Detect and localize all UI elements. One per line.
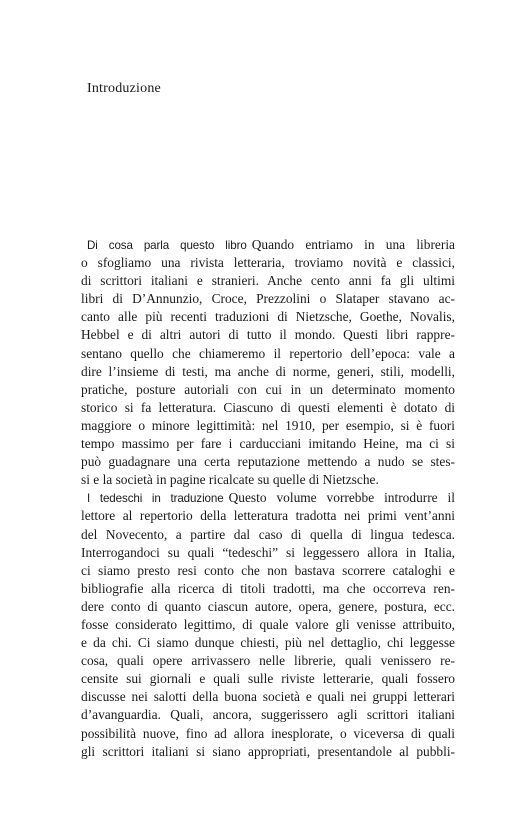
text-line: lettore al repertorio della letteratura tradotta nei primi vent’anni [81,508,455,524]
text-line: dere conto di quanto ciascun autore, opera, genere, postura, ecc. [81,598,455,614]
text-line: si e la società in pagine ricalcate su quelle di Nietzsche. [81,472,379,488]
run-in-heading: I tedeschi in traduzione [87,492,224,506]
text-line: può guadagnare una certa reputazione mettendo a nudo se stes- [81,454,455,470]
text-line: pratiche, posture autoriali con cui in un determinato momento [81,381,455,397]
text-line: libri di D’Annunzio, Croce, Prezzolini o Slataper stavano ac- [81,291,455,307]
text-line: fosse considerato legittimo, di quale valore gli venisse attribuito, [81,616,455,632]
paragraph-first-line [81,489,455,507]
text-line: d’avanguardia. Quali, ancora, suggerissero agli scrittori italiani [81,707,455,723]
text-line: storico si fa letteratura. Ciascuno di questi elementi è dotato di [81,399,455,415]
text-line: gli scrittori italiani si siano appropriati, presentandole al pubbli- [81,743,455,759]
text-line: o sfogliamo una rivista letteraria, troviamo novità e classici, [81,255,455,271]
text-line: e da chi. Ci siamo dunque chiesti, più nel dettaglio, chi leggesse [81,635,455,651]
text-line: maggiore o minore legittimità: nel 1910, per esempio, si è fuori [81,417,455,433]
body-text [81,236,455,761]
text-line: di scrittori italiani e stranieri. Anche cento anni fa gli ultimi [81,273,455,289]
text-line: Interrogandoci su quali “tedeschi” si leggessero allora in Italia, [81,544,455,560]
paragraph-first-line [81,236,455,254]
text-line: Quando entriamo in una libreria [251,237,455,252]
text-line: del Novecento, a partire dal caso di quella di lingua tedesca. [81,526,455,542]
text-line: ci siamo presto resi conto che non bastava scorrere cataloghi e [81,562,455,578]
chapter-title: Introduzione [87,81,161,96]
paragraph-2 [81,489,455,760]
run-in-heading: Di cosa parla questo libro [87,239,247,252]
text-line: dire l’insieme di testi, ma anche di norme, generi, stili, modelli, [81,363,455,379]
text-line: tempo massimo per fare i carducciani imitando Heine, ma ci si [81,436,455,452]
text-line: Hebbel e di altri autori di tutto il mondo. Questi libri rappre- [81,327,455,343]
text-line: censite sui giornali e quali sulle riviste letterarie, quali fossero [81,671,455,687]
text-line: discusse nei salotti della buona società e quali nei gruppi letterari [81,689,455,705]
text-line: Questo volume vorrebbe introdurre il [228,490,455,506]
text-line: possibilità nuove, fino ad allora inesplorate, o viceversa di quali [81,725,455,741]
paragraph-1 [81,236,455,489]
text-line: bibliografie alla ricerca di titoli tradotti, ma che occorreva ren- [81,580,455,596]
text-line: sentano quello che chiameremo il repertorio dell’epoca: vale a [81,345,455,361]
text-line: cosa, quali opere arrivassero nelle librerie, quali venissero re- [81,653,455,669]
text-line: canto alle più recenti traduzioni di Nietzsche, Goethe, Novalis, [81,309,455,325]
